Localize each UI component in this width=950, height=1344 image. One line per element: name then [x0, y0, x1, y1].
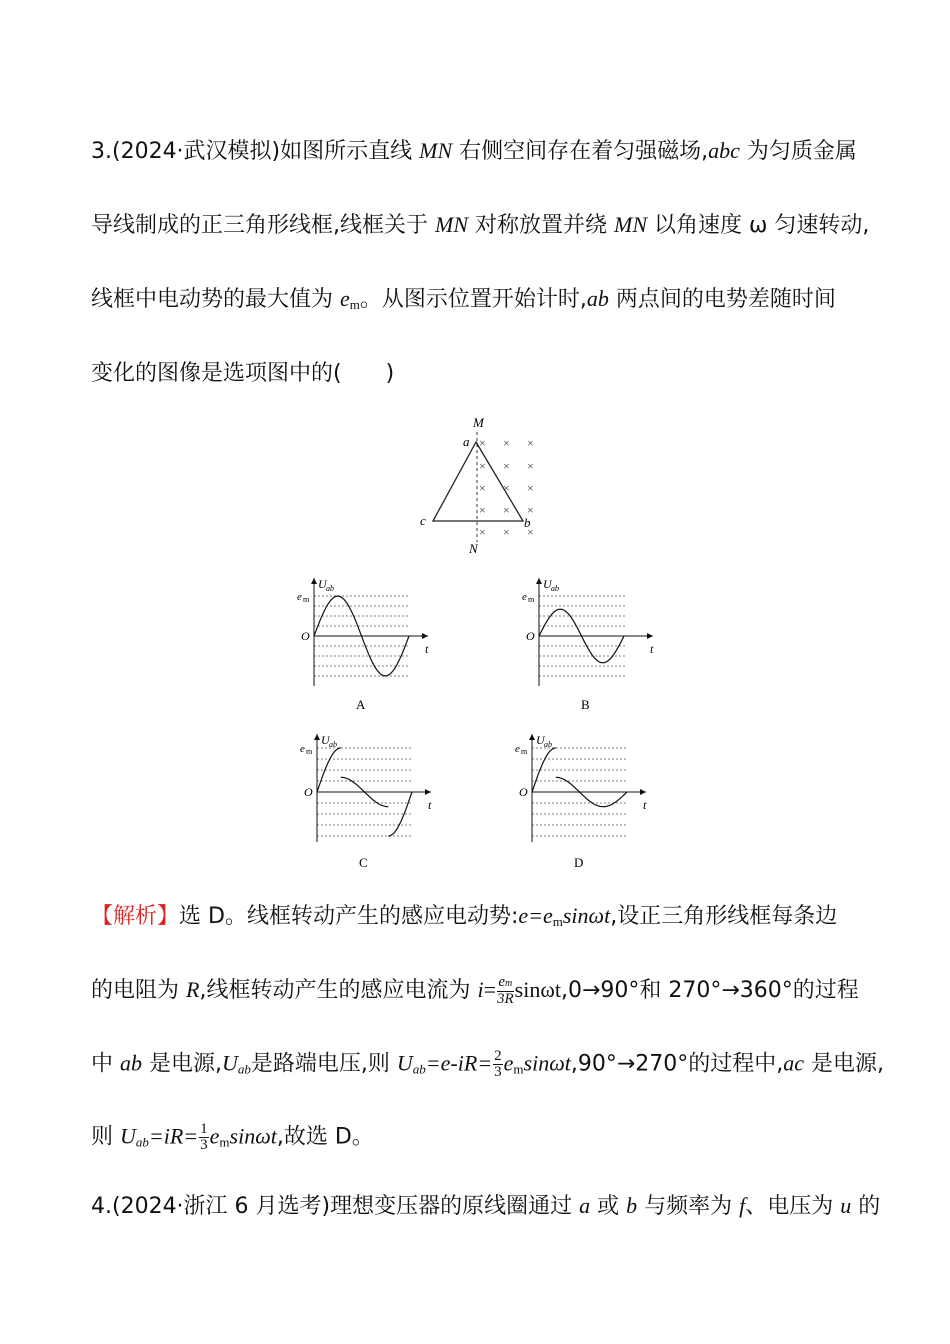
var-e: e: [340, 286, 350, 311]
sub-m: m: [219, 1134, 230, 1150]
var-b: b: [626, 1193, 638, 1218]
u-axis-sub: ab: [326, 584, 334, 593]
var-U: U: [396, 1050, 413, 1076]
origin-label: O: [301, 629, 310, 643]
fraction-2-3: [493, 1049, 503, 1080]
label-N: N: [469, 541, 478, 556]
u-axis-label: U: [318, 577, 327, 591]
cross-mark: ×: [527, 481, 534, 495]
var-U: U: [120, 1123, 136, 1149]
em-label: e: [297, 591, 302, 603]
em-sub: m: [303, 595, 310, 604]
u-axis-sub: ab: [551, 584, 559, 593]
formula: =iR=: [148, 1123, 199, 1149]
cross-mark: ×: [503, 525, 510, 539]
option-label: C: [359, 855, 368, 870]
waveform-curve: [603, 792, 627, 807]
label-c: c: [420, 513, 426, 528]
y-axis-arrow: [529, 734, 535, 740]
t-axis-label: t: [425, 642, 429, 656]
cross-mark: ×: [479, 436, 486, 450]
analysis-text: 是电源,: [142, 1051, 222, 1077]
var-MN: MN: [435, 212, 468, 237]
u-axis-label: U: [536, 733, 545, 747]
cross-mark: ×: [527, 525, 534, 539]
origin-label: O: [526, 629, 535, 643]
sub-ab: ab: [237, 1061, 251, 1077]
sub-m: m: [513, 1061, 524, 1077]
analysis-text: 是路端电压,则: [250, 1051, 397, 1077]
q3-text: 导线制成的正三角形线框,线框关于: [91, 213, 435, 238]
sub-m: m: [349, 297, 360, 312]
var-f: f: [739, 1193, 746, 1218]
var-ab: ab: [586, 286, 609, 311]
q3-text: 两点间的电势差随时间: [608, 287, 836, 312]
analysis-tag: 【解析】: [91, 904, 180, 929]
cross-mark: ×: [479, 481, 486, 495]
analysis-text: ,设正三角形线框每条边: [610, 904, 838, 929]
analysis-text: 的电阻为: [91, 978, 186, 1003]
formula-sin: sinωt: [523, 1050, 571, 1076]
q3-line-1: [91, 137, 857, 166]
q3-text: 变化的图像是选项图中的( ): [91, 361, 395, 386]
triangle-figure: [410, 410, 550, 558]
em-sub: m: [521, 747, 528, 756]
var-a: a: [579, 1193, 591, 1218]
q4-line-1: [91, 1192, 880, 1221]
q3-text: 3.(2024·武汉模拟)如图所示直线: [91, 139, 420, 164]
origin-label: O: [304, 785, 313, 799]
graph-option-a: [290, 574, 440, 714]
q3-text: 线框中电动势的最大值为: [91, 287, 340, 312]
cross-mark: ×: [479, 459, 486, 473]
analysis-text: 则: [91, 1124, 120, 1150]
em-label: e: [300, 743, 305, 755]
analysis-line-3: [91, 1049, 884, 1084]
equals: =: [483, 977, 496, 1002]
formula-sin: sinωt: [562, 903, 611, 928]
q3-line-2: [91, 211, 869, 240]
q4-text: 、电压为: [745, 1194, 841, 1219]
frac-num: 2: [494, 1048, 502, 1064]
var-i: i: [477, 977, 484, 1002]
q3-text: 以角速度 ω 匀速转动,: [647, 213, 870, 238]
t-axis-label: t: [428, 798, 432, 812]
analysis-text: ,线框转动产生的感应电流为: [199, 978, 478, 1003]
analysis-text: ,0→90°和 270°→360°的过程: [560, 978, 859, 1003]
cross-mark: ×: [479, 525, 486, 539]
frac-den: 3: [494, 1064, 502, 1080]
q4-text: 或: [590, 1194, 627, 1219]
option-label: A: [356, 697, 366, 712]
q3-text: 为匀质金属: [739, 139, 857, 164]
u-axis-label: U: [543, 577, 552, 591]
t-axis-arrow: [640, 789, 646, 795]
cross-mark: ×: [527, 459, 534, 473]
cross-mark: ×: [527, 503, 534, 517]
y-axis-arrow: [311, 578, 317, 584]
formula: =e-iR=: [425, 1050, 493, 1076]
q3-line-4: [91, 360, 394, 388]
y-axis-arrow: [314, 734, 320, 740]
q4-text: 与频率为: [637, 1194, 740, 1219]
analysis-line-1: [91, 902, 837, 936]
fraction-em-3R: [497, 975, 514, 1007]
q4-text: 的: [851, 1194, 881, 1219]
q3-text: 对称放置并绕: [468, 213, 614, 238]
analysis-line-2: [91, 975, 859, 1007]
frac-den: 3R: [497, 991, 514, 1007]
fraction-1-3: [199, 1122, 209, 1153]
cross-mark: ×: [503, 459, 510, 473]
q3-text: 右侧空间存在着匀强磁场,: [452, 139, 709, 164]
t-axis-arrow: [425, 789, 431, 795]
graph-option-b: [515, 574, 665, 714]
q3-line-3: [91, 285, 836, 319]
formula-sin: sinωt: [229, 1123, 277, 1149]
q4-text: 4.(2024·浙江 6 月选考)理想变压器的原线圈通过: [91, 1194, 580, 1219]
var-U: U: [222, 1050, 238, 1076]
sub-m: m: [552, 914, 563, 929]
cross-mark: ×: [503, 481, 510, 495]
label-b: b: [524, 515, 531, 530]
u-axis-sub: ab: [544, 740, 552, 749]
frac-num-sub: m: [505, 978, 513, 989]
graph-option-d: [508, 730, 658, 872]
formula-e: e=e: [518, 903, 553, 928]
sub-ab: ab: [412, 1061, 426, 1077]
var-e: e: [209, 1123, 220, 1149]
sub-ab: ab: [135, 1134, 149, 1150]
graph-option-c: [293, 730, 443, 872]
var-u: u: [840, 1193, 852, 1218]
q3-text: 。从图示位置开始计时,: [359, 287, 587, 312]
origin-label: O: [519, 785, 528, 799]
var-abc: abc: [708, 138, 740, 163]
var-ab: ab: [120, 1050, 142, 1076]
em-label: e: [515, 743, 520, 755]
cross-mark: ×: [503, 436, 510, 450]
var-MN: MN: [614, 212, 647, 237]
t-axis-arrow: [422, 633, 428, 639]
em-sub: m: [528, 595, 535, 604]
var-R: R: [186, 977, 200, 1002]
var-ac: ac: [783, 1050, 805, 1076]
u-axis-label: U: [321, 733, 330, 747]
cross-mark: ×: [479, 503, 486, 517]
t-axis-arrow: [647, 633, 653, 639]
t-axis-label: t: [650, 642, 654, 656]
waveform-curve: [388, 792, 412, 836]
analysis-text: 中: [91, 1051, 120, 1077]
analysis-line-4: [91, 1122, 374, 1157]
analysis-text: ,故选 D。: [276, 1124, 374, 1150]
option-label: B: [581, 697, 590, 712]
em-label: e: [522, 591, 527, 603]
var-MN: MN: [419, 138, 453, 163]
analysis-text: 是电源,: [804, 1051, 885, 1077]
cross-mark: ×: [527, 436, 534, 450]
formula-sin: sinωt: [514, 977, 561, 1002]
cross-mark: ×: [503, 503, 510, 517]
analysis-text: 选 D。线框转动产生的感应电动势:: [179, 904, 519, 929]
t-axis-label: t: [643, 798, 647, 812]
y-axis-arrow: [536, 578, 542, 584]
frac-den: 3: [200, 1137, 208, 1153]
em-sub: m: [306, 747, 313, 756]
analysis-text: ,90°→270°的过程中,: [570, 1051, 784, 1077]
option-label: D: [574, 855, 584, 870]
label-a: a: [463, 434, 470, 449]
frac-num: 1: [200, 1121, 208, 1137]
label-M: M: [473, 415, 484, 430]
frac-num: e: [498, 974, 506, 990]
var-e: e: [503, 1050, 514, 1076]
u-axis-sub: ab: [329, 740, 337, 749]
